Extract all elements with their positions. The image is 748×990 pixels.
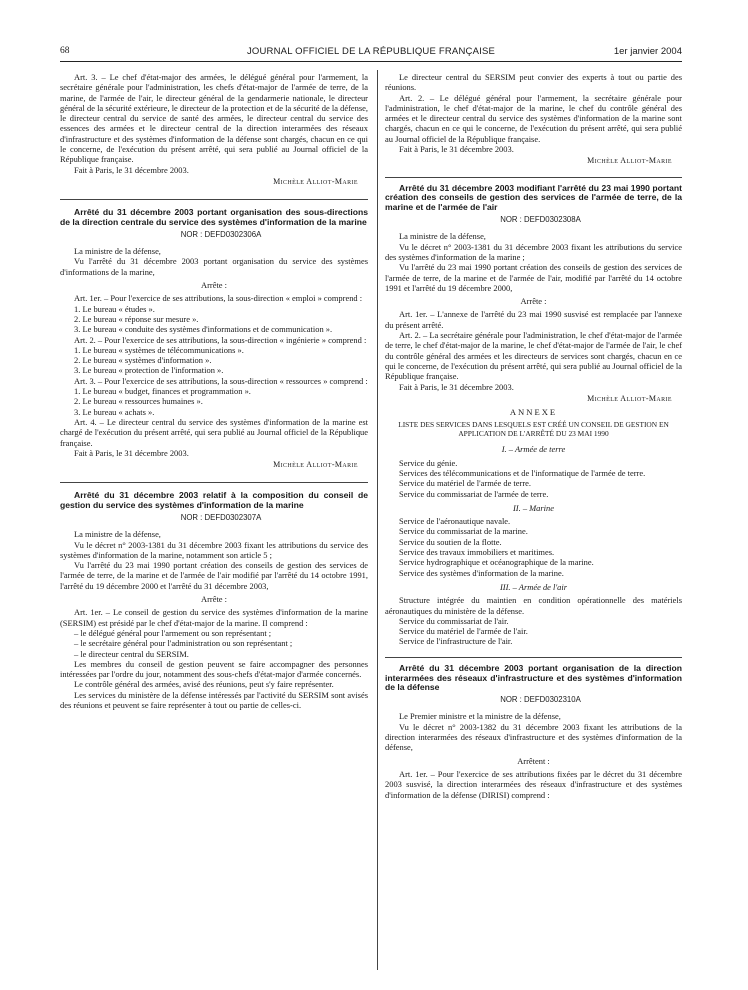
signature: Michèle Alliot-Marie xyxy=(273,460,358,470)
arrete-heading: Arrête : xyxy=(200,280,227,291)
decree-title: Arrêté du 31 décembre 2003 portant organisation des sous-directions de la direction centrale du service des systèmes d'information de la marine xyxy=(60,207,368,228)
list-item: Service du matériel de l'armée de l'air. xyxy=(399,626,528,637)
list-item: – le secrétaire général pour l'administration ou son représentant ; xyxy=(74,638,293,649)
list-item: 3. Le bureau « conduite des systèmes d'informations et de communication ». xyxy=(74,324,333,335)
list-item: – le directeur central du SERSIM. xyxy=(74,648,189,659)
visa: Vu l'arrêté du 23 mai 1990 portant création des conseils de gestion des services de l'armée de terre, de la marine et de l'armée de l'air modifié par l'arrêté du 14 octobre 1991, l'arrêté du 19 décembre 2000 et l'arrêté du 31 décembre 2003, xyxy=(60,560,368,591)
preamble: La ministre de la défense, xyxy=(74,246,161,257)
list-item: Service du soutien de la flotte. xyxy=(399,536,502,547)
visa: Vu le décret n° 2003-1382 du 31 décembre 2003 fixant les attributions de la direction interarmées des réseaux d'infrastructure et des systèmes d'information de la défense, xyxy=(385,721,682,753)
paragraph: Le directeur central du SERSIM peut convier des experts à tout ou partie des réunions. xyxy=(385,72,682,93)
paragraph: Le contrôle général des armées, avisé des réunions, peut s'y faire représenter. xyxy=(74,679,334,690)
annexe-heading: ANNEXE xyxy=(509,407,558,418)
page-number: 68 xyxy=(60,46,70,56)
decree-title: Arrêté du 31 décembre 2003 modifiant l'arrêté du 23 mai 1990 portant création des conseils de gestion des services de l'armée de terre, de la marine et de l'armée de l'air xyxy=(385,182,682,213)
list-item: Services des télécommunications et de l'informatique de l'armée de terre. xyxy=(399,468,646,478)
paragraph: Les membres du conseil de gestion peuvent se faire accompagner des personnes intéressées par l'ordre du jour, notamment des sous-chefs d'état-major d'armée concernés. xyxy=(60,658,368,680)
section-heading: II. – Marine xyxy=(512,502,554,513)
paragraph: Les services du ministère de la défense intéressés par l'activité du SERSIM sont avisés des réunions et peuvent se faire représenter à tout ou partie de celles-ci. xyxy=(60,689,368,711)
header-rule xyxy=(60,61,682,62)
arrete-heading: Arrête : xyxy=(200,594,227,605)
list-item: – le délégué général pour l'armement ou son représentant ; xyxy=(74,627,272,638)
issue-date: 1er janvier 2004 xyxy=(613,46,682,57)
nor-reference: NOR : DEFD0302308A xyxy=(500,215,581,225)
fait-a-paris: Fait à Paris, le 31 décembre 2003. xyxy=(399,381,514,392)
arrete-heading: Arrêtent : xyxy=(517,755,550,766)
article-2: Art. 2. – La secrétaire générale pour l'administration, le chef d'état-major de l'armée de terre, le chef d'état-major de la marine, le chef d'état-major de l'armée de l'air, le chef du contrôle général des armées et les directeurs de services sont chargés, chacun en ce qui le concerne, de l'exécution du présent arrêté, qui sera publié au Journal officiel de la République française. xyxy=(385,330,682,382)
article-1: Art. 1er. – L'annexe de l'arrêté du 23 mai 1990 susvisé est remplacée par l'annexe du présent arrêté. xyxy=(385,309,682,330)
visa: Vu le décret n° 2003-1381 du 31 décembre 2003 fixant les attributions du service des systèmes d'information de la marine, notamment son article 5 ; xyxy=(60,539,368,560)
article-2: Art. 2. – Pour l'exercice de ses attributions, la sous-direction « ingénierie » comprend : xyxy=(74,334,367,345)
journal-title: JOURNAL OFFICIEL DE LA RÉPUBLIQUE FRANÇAISE xyxy=(246,46,496,57)
article-2: Art. 2. – Le délégué général pour l'armement, la secrétaire générale pour l'administration, le chef d'état-major de la marine, le chef du contrôle général des armées et le directeur central du service des systèmes d'information de la marine sont chargés, chacun en ce qui le concerne, de l'exécution du présent arrêté, qui sera publié au Journal officiel de la République française. xyxy=(385,92,682,144)
list-item: Service du commissariat de l'armée de terre. xyxy=(399,488,549,499)
visa: Vu l'arrêté du 23 mai 1990 portant création des conseils de gestion des services de l'armée de terre, de la marine et de l'armée de l'air, modifié par l'arrêté du 14 octobre 1991 et l'arrêté du 19 décembre 2000, xyxy=(385,262,682,293)
article-1: Art. 1er. – Pour l'exercice de ses attributions, la sous-direction « emploi » comprend : xyxy=(74,293,363,304)
list-item: 2. Le bureau « réponse sur mesure ». xyxy=(74,313,199,324)
annexe-title: LISTE DES SERVICES DANS LESQUELS EST CRÉÉ UN CONSEIL DE GESTION EN APPLICATION DE L'ARRÊTÉ DU 23 MAI 1990 xyxy=(398,420,669,439)
signature: Michèle Alliot-Marie xyxy=(587,156,672,166)
separator xyxy=(385,177,682,178)
decree-title: Arrêté du 31 décembre 2003 relatif à la composition du conseil de gestion du service des systèmes d'information de la marine xyxy=(60,490,368,511)
decree-title: Arrêté du 31 décembre 2003 portant organisation de la direction interarmées des réseaux d'infrastructure et des systèmes d'information de la défense xyxy=(385,662,682,693)
list-item: Service du génie. xyxy=(399,457,458,468)
article-1: Art. 1er. – Le conseil de gestion du service des systèmes d'information de la marine (SERSIM) est présidé par le chef d'état-major de la marine. Il comprend : xyxy=(60,607,368,628)
article-3: Art. 3. – Pour l'exercice de ses attributions, la sous-direction « ressources » comprend : xyxy=(74,375,368,386)
signature: Michèle Alliot-Marie xyxy=(273,176,358,186)
fait-a-paris: Fait à Paris, le 31 décembre 2003. xyxy=(399,144,514,155)
right-column xyxy=(385,72,682,800)
list-item: 1. Le bureau « études ». xyxy=(74,303,155,314)
arrete-heading: Arrête : xyxy=(520,296,547,307)
list-item: Service de l'aéronautique navale. xyxy=(399,516,511,527)
visa: Vu l'arrêté du 31 décembre 2003 portant organisation du service des systèmes d'informations de la marine, xyxy=(60,256,368,277)
separator xyxy=(60,482,368,483)
visa: Vu le décret n° 2003-1381 du 31 décembre 2003 fixant les attributions du service des systèmes d'information de la marine ; xyxy=(385,241,682,262)
page-header xyxy=(60,46,682,60)
list-item: Service du commissariat de la marine. xyxy=(399,526,528,537)
fait-a-paris: Fait à Paris, le 31 décembre 2003. xyxy=(74,164,189,175)
column-divider xyxy=(377,70,378,970)
list-item: 3. Le bureau « protection de l'information ». xyxy=(74,365,224,376)
nor-reference: NOR : DEFD0302306A xyxy=(180,229,262,239)
article-1: Art. 1er. – Pour l'exercice de ses attributions fixées par le décret du 31 décembre 2003 susvisé, la direction interarmées des réseaux d'infrastructure et des systèmes d'information de la défense (DIRISI) comprend : xyxy=(385,768,682,800)
list-item: 2. Le bureau « systèmes d'information ». xyxy=(74,355,212,366)
list-item: 1. Le bureau « systèmes de télécommunications ». xyxy=(74,344,244,355)
left-column xyxy=(60,72,368,710)
article-4: Art. 4. – Le directeur central du service des systèmes d'information de la marine est chargé de l'exécution du présent arrêté, qui sera publié au Journal officiel de la République française. xyxy=(60,416,368,448)
article-3: Art. 3. – Le chef d'état-major des armées, le délégué général pour l'armement, la secrétaire générale pour l'administration, les chefs d'état-major de l'armée de terre, de la marine, de l'armée de l'air, le directeur général de la gendarmerie nationale, le directeur général de la sécurité extérieure, le directeur de la protection et de la sécurité de la défense, le directeur central du service de santé des armées, le directeur central du service des essences des armées et le directeur central de la direction interarmées des réseaux d'infrastructure et des systèmes d'information de la défense sont chargés, chacun en ce qui le concerne, de l'exécution du présent arrêté, qui sera publié au Journal officiel de la République française. xyxy=(60,72,368,165)
preamble: La ministre de la défense, xyxy=(399,231,486,242)
separator xyxy=(60,199,368,200)
list-item: Service des systèmes d'information de la marine. xyxy=(399,567,564,578)
signature: Michèle Alliot-Marie xyxy=(587,393,672,403)
nor-reference: NOR : DEFD0302310A xyxy=(500,695,581,705)
nor-reference: NOR : DEFD0302307A xyxy=(180,512,262,522)
list-item: Service des travaux immobiliers et maritimes. xyxy=(399,547,555,558)
separator xyxy=(385,657,682,658)
preamble: La ministre de la défense, xyxy=(74,529,161,540)
list-item: 3. Le bureau « achats ». xyxy=(74,406,155,417)
fait-a-paris: Fait à Paris, le 31 décembre 2003. xyxy=(74,447,189,458)
list-item: Service de l'infrastructure de l'air. xyxy=(399,636,513,647)
section-heading: III. – Armée de l'air xyxy=(499,581,568,592)
list-item: Service du matériel de l'armée de terre. xyxy=(399,478,531,489)
list-item: 2. Le bureau « ressources humaines ». xyxy=(74,396,203,407)
list-item: Service du commissariat de l'air. xyxy=(399,615,509,626)
list-item: Structure intégrée du maintien en condition opérationnelle des matériels aéronautiques du ministère de la défense. xyxy=(385,595,682,616)
section-heading: I. – Armée de terre xyxy=(501,444,566,455)
list-item: Service hydrographique et océanographique de la marine. xyxy=(399,557,594,568)
list-item: 1. Le bureau « budget, finances et programmation ». xyxy=(74,386,251,397)
preamble: Le Premier ministre et la ministre de la défense, xyxy=(399,711,561,722)
